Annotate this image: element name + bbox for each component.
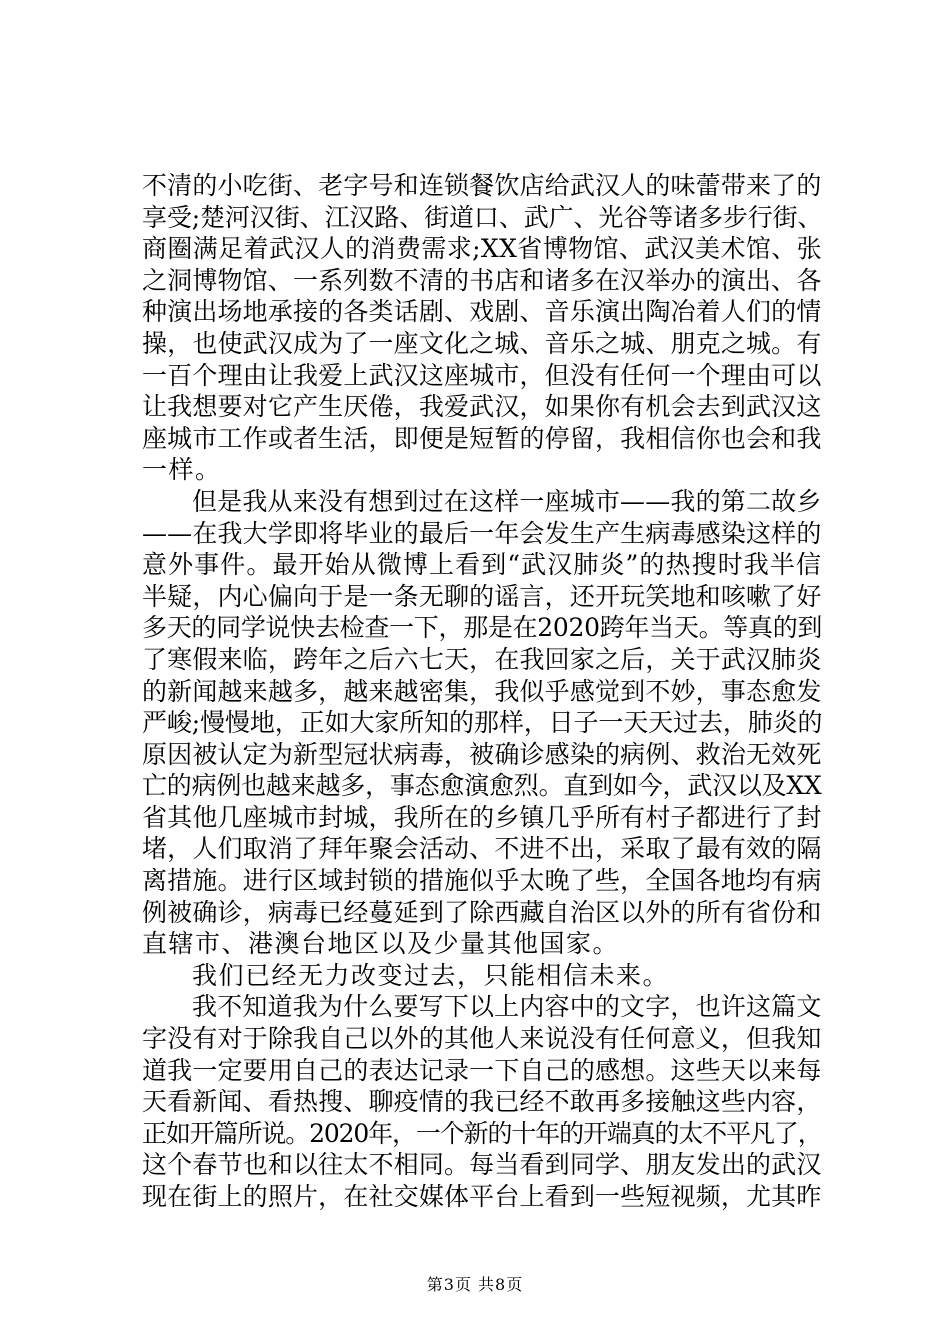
- text-line: 之洞博物馆、一系列数不清的书店和诸多在汉举办的演出、各: [142, 265, 822, 295]
- text-line: 直辖市、港澳台地区以及少量其他国家。: [142, 929, 620, 959]
- text-line: 不清的小吃街、老字号和连锁餐饮店给武汉人的味蕾带来了的: [142, 171, 822, 200]
- text-line: 的新闻越来越多，越来越密集，我似乎感觉到不妙，事态愈发: [142, 676, 822, 706]
- text-line: 字没有对于除我自己以外的其他人来说没有任何意义，但我知: [142, 1024, 822, 1054]
- paragraph-start-line: 我们已经无力改变过去，只能相信未来。: [192, 960, 670, 990]
- text-line: 一百个理由让我爱上武汉这座城市，但没有任何一个理由可以: [142, 360, 822, 390]
- text-line: 省其他几座城市封城，我所在的乡镇几乎所有村子都进行了封: [142, 802, 822, 832]
- text-line: ——在我大学即将毕业的最后一年会发生产生病毒感染这样的: [142, 518, 822, 548]
- text-line: 严峻;慢慢地，正如大家所知的那样，日子一天天过去，肺炎的: [142, 708, 823, 738]
- page-footer: 第3页 共8页: [426, 1275, 524, 1294]
- text-line: 座城市工作或者生活，即便是短暂的停留，我相信你也会和我: [142, 423, 822, 453]
- text-line: 一样。: [142, 455, 222, 485]
- text-line: 这个春节也和以往太不相同。每当看到同学、朋友发出的武汉: [142, 1150, 822, 1180]
- text-line: 意外事件。最开始从微博上看到“武汉肺炎”的热搜时我半信: [142, 550, 823, 580]
- text-line: 离措施。进行区域封锁的措施似乎太晚了些，全国各地均有病: [142, 866, 822, 896]
- body-text: [142, 170, 822, 1213]
- text-line: 半疑，内心偏向于是一条无聊的谣言，还开玩笑地和咳嗽了好: [142, 581, 822, 611]
- text-line: 例被确诊，病毒已经蔓延到了除西藏自治区以外的所有省份和: [142, 897, 822, 927]
- text-line: 操，也使武汉成为了一座文化之城、音乐之城、朋克之城。有: [142, 328, 822, 358]
- text-line: 正如开篇所说。2020年，一个新的十年的开端真的太不平凡了，: [142, 1118, 822, 1148]
- text-line: 了寒假来临，跨年之后六七天，在我回家之后，关于武汉肺炎: [142, 644, 822, 674]
- text-line: 道我一定要用自己的表达记录一下自己的感想。这些天以来每: [142, 1055, 822, 1085]
- text-line: 亡的病例也越来越多，事态愈演愈烈。直到如今，武汉以及XX: [142, 771, 822, 801]
- text-line: 现在街上的照片，在社交媒体平台上看到一些短视频，尤其昨: [142, 1182, 822, 1211]
- text-line: 享受;楚河汉街、江汉路、街道口、武广、光谷等诸多步行街、: [142, 202, 823, 232]
- paragraph-start-line: 但是我从来没有想到过在这样一座城市——我的第二故乡: [192, 486, 822, 516]
- paragraph-start-line: 我不知道我为什么要写下以上内容中的文字，也许这篇文: [192, 992, 822, 1022]
- text-line: 堵，人们取消了拜年聚会活动、不进不出，采取了最有效的隔: [142, 834, 822, 864]
- text-line: 原因被认定为新型冠状病毒，被确诊感染的病例、救治无效死: [142, 739, 822, 769]
- text-line: 商圈满足着武汉人的消费需求;XX省博物馆、武汉美术馆、张: [142, 234, 823, 264]
- text-line: 多天的同学说快去检查一下，那是在2020跨年当天。等真的到: [142, 613, 823, 643]
- text-line: 让我想要对它产生厌倦，我爱武汉，如果你有机会去到武汉这: [142, 392, 822, 422]
- text-line: 天看新闻、看热搜、聊疫情的我已经不敢再多接触这些内容，: [142, 1087, 822, 1117]
- text-line: 种演出场地承接的各类话剧、戏剧、音乐演出陶冶着人们的情: [142, 297, 822, 327]
